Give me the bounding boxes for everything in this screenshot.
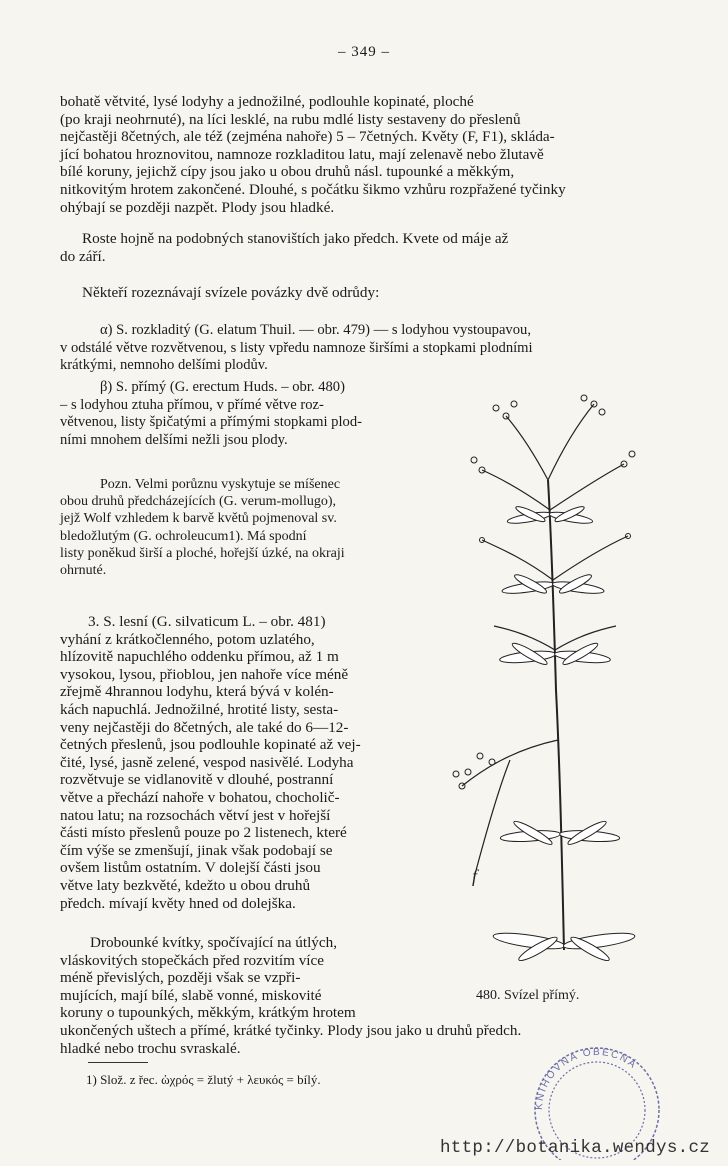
page-number: – 349 – — [338, 44, 390, 60]
text-line: rozvětvuje se vidlanovitě v dlouhé, postranní — [60, 771, 334, 789]
text-line: ohrnuté. — [60, 563, 107, 579]
text-line: natou latu; na rozsochách větví jest v hořejší — [60, 806, 331, 824]
text-line: hlízovitě napuchlého oddenku přímou, až 1 m — [60, 648, 339, 666]
text-line: – s lodyhou ztuha přímou, v přímé větve roz- — [60, 396, 324, 413]
text-line: bohatě větvité, lysé lodyhy a jednožilné, podlouhle kopinaté, ploché — [60, 93, 474, 110]
species-heading-line: 3. S. lesní (G. silvaticum L. – obr. 481) — [88, 613, 326, 630]
text-line: krátkými, nemnoho delšími plodův. — [60, 357, 268, 374]
text-line: ovšem listům ostatním. V dolejší části jsou — [60, 859, 321, 877]
text-line: α) S. rozkladitý (G. elatum Thuil. — obr. 479) — s lodyhou vystoupavou, — [100, 322, 531, 338]
text-line: koruny o tupounkých, měkkým, krátkým hrotem — [60, 1004, 356, 1022]
text-line: obou druhů předcházejících (G. verum-mollugo), — [60, 494, 337, 510]
text-line: vysokou, lysou, přioblou, jen nahoře více méně — [60, 665, 349, 683]
text-line: méně převislých, později však se vzpři- — [60, 969, 301, 987]
text-line: listy poněkud širší a ploché, hořejší úzké, na okraji — [60, 545, 345, 561]
watermark-url[interactable]: http://botanika.wendys.cz — [440, 1138, 711, 1158]
text-line: čité, lysé, jasně zelené, vespod nasivělé. Lodyha — [60, 753, 354, 771]
footnote-rule — [88, 1062, 148, 1063]
figure-caption: 480. Svízel přímý. — [476, 988, 580, 1003]
text-line: části místo přeslenů pouze po 2 listenech, které — [60, 824, 347, 842]
text-line: jejž Wolf vzhledem k barvě květů pojmenoval sv. — [60, 511, 337, 527]
text-line: Někteří rozeznávají svízele povázky dvě odrůdy: — [82, 284, 380, 301]
text-line: četných přeslenů, jsou podlouhle kopinaté až vej- — [60, 736, 361, 754]
habitat-paragraph — [60, 230, 668, 265]
text-line: veny nejčastěji do 8četných, ale také do 6—12- — [60, 718, 349, 736]
stamp-text: KNIHOVNA OBECNÁ — [533, 1046, 640, 1111]
text-line: (po kraji neohrnuté), na líci lesklé, na rubu mdlé listy sestaveny do přeslenů — [60, 110, 521, 128]
text-line: do září. — [60, 247, 106, 265]
note-paragraph — [60, 476, 440, 579]
text-line: jící bohatou hroznovitou, namnoze rozkladitou latu, mají zelenavě nebo žlutavě — [60, 145, 544, 163]
text-line: nitkovitým hrotem zakončené. Dlouhé, s počátku šikmo vzhůru rozpřažené tyčinky — [60, 180, 566, 198]
text-line: ohýbají se později nazpět. Plody jsou hladké. — [60, 198, 335, 216]
plant-illustration — [452, 390, 652, 980]
text-line: kách napuchlá. Jednožilné, hrotité listy, sesta- — [60, 700, 339, 718]
text-line: nejčastěji 8četných, ale též (zejména nahoře) 5 – 7četných. Květy (F, F1), skláda- — [60, 128, 555, 146]
variety-alpha — [60, 322, 668, 375]
text-line: bílé koruny, jejichž cípy jsou jako u obou druhů násl. tupounké a měkkým, — [60, 163, 515, 181]
text-line: čím výše se zmenšují, jinak však podobají se — [60, 841, 333, 859]
text-line: zřejmě 4hrannou lodyhu, která bývá v kolén- — [60, 683, 334, 701]
text-line: Drobounké kvítky, spočívající na útlých, — [90, 934, 338, 951]
variety-beta — [60, 379, 440, 449]
text-line: vyhání z krátkočlenného, potom uzlatého, — [60, 630, 315, 648]
text-line: ními mnohem delšími nežli jsou plody. — [60, 431, 288, 448]
text-line: bledožlutým (G. ochroleucum1). Má spodní — [60, 528, 307, 544]
text-line: mujících, mají bílé, slabě vonné, miskovité — [60, 986, 322, 1004]
svg-text:KNIHOVNA OBECNÁ — [534, 1047, 640, 1110]
text-line: v odstálé větve rozvětvenou, s listy vpředu namnoze širšími a stopkami plodními — [60, 339, 533, 356]
species-paragraph — [60, 613, 444, 912]
footnote: 1) Slož. z řec. ὠχρός = žlutý + λευκός = bílý. — [86, 1072, 321, 1087]
varieties-intro — [82, 284, 662, 302]
text-line: větve a přechází nahoře v bohatou, chocholič- — [60, 788, 340, 806]
intro-paragraph — [60, 93, 668, 216]
figure-label: f — [472, 866, 478, 886]
text-line: vláskovitých stopečkách před rozvitím více — [60, 951, 325, 969]
text-line: ukončených uštech a přímé, krátké tyčinky. Plody jsou jako u druhů předch. — [60, 1021, 522, 1039]
text-line: Pozn. Velmi porůznu vyskytuje se míšenec — [100, 477, 341, 492]
text-line: předch. mívají květy hned od dolejška. — [60, 894, 296, 912]
text-line: hladké nebo trochu svraskalé. — [60, 1039, 241, 1057]
text-line: β) S. přímý (G. erectum Huds. – obr. 480) — [100, 379, 345, 395]
text-line: větvenou, listy špičatými a přímými stopkami plod- — [60, 414, 362, 431]
text-line: větve laty bezkvěté, kdežto u obou druhů — [60, 876, 311, 894]
text-line: Roste hojně na podobných stanovištích jako předch. Kvete od máje až — [82, 230, 509, 247]
